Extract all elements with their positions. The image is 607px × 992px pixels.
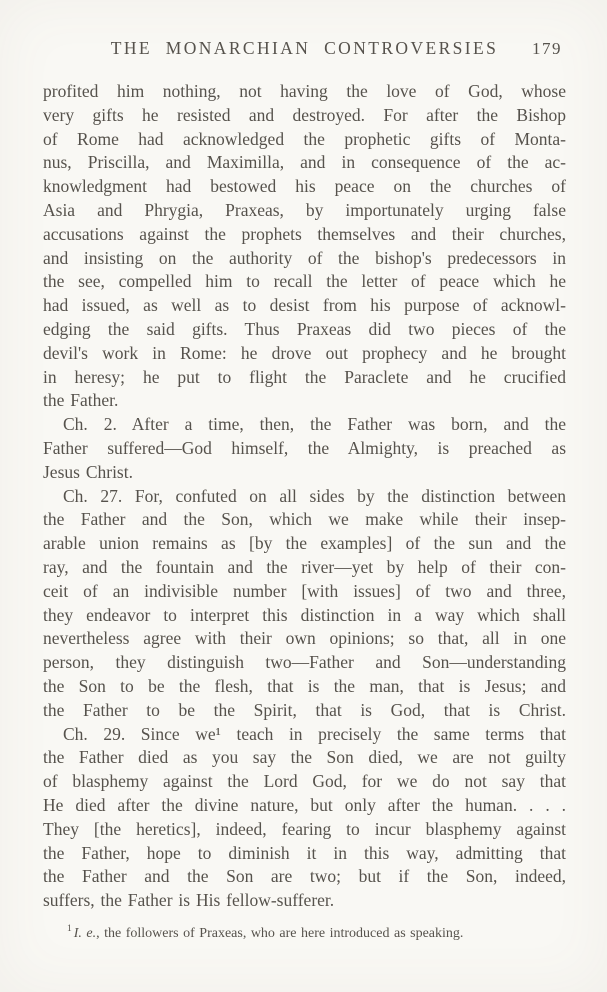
footnote-marker: 1: [67, 924, 72, 935]
text-line: nus, Priscilla, and Maximilla, and in consequence of the ac-: [43, 152, 566, 173]
text-line: Ch. 27. For, confuted on all sides by the distinction between: [63, 485, 566, 506]
footnote-line: [43, 925, 566, 943]
text-line: nevertheless agree with their own opinions; so that, all in one: [43, 628, 566, 649]
text-line: Ch. 29. Since we¹ teach in precisely the same terms that: [63, 723, 566, 744]
text-line: Father suffered—God himself, the Almighty, is preached as: [43, 437, 566, 458]
text-line: the Father to be the Spirit, that is God, that is Christ.: [43, 699, 566, 720]
text-line: ray, and the fountain and the river—yet by help of their con-: [43, 556, 566, 577]
text-line: of Rome had acknowledged the prophetic gifts of Monta-: [43, 128, 566, 149]
text-line: devil's work in Rome: he drove out prophecy and he brought: [43, 342, 566, 363]
text-line: the Father and the Son are two; but if the Son, indeed,: [43, 866, 566, 887]
text-line: suffers, the Father is His fellow-sufferer.: [43, 890, 335, 911]
text-line: Jesus Christ.: [43, 461, 133, 482]
running-head: [43, 38, 566, 64]
text-line: and insisting on the authority of the bishop's predecessors in: [43, 247, 566, 268]
text-line: He died after the divine nature, but only after the human. . . .: [43, 794, 566, 815]
text-line: knowledgment had bestowed his peace on the churches of: [43, 176, 566, 197]
text-line: very gifts he resisted and destroyed. For after the Bishop: [43, 104, 566, 125]
text-line: person, they distinguish two—Father and Son—understanding: [43, 652, 566, 673]
text-line: accusations against the prophets themselves and their churches,: [43, 223, 566, 244]
footnote: [43, 925, 566, 943]
page-number: 179: [532, 39, 562, 58]
text-line: arable union remains as [by the examples] of the sun and the: [43, 533, 566, 554]
text-line: the Father and the Son, which we make while their insep-: [43, 509, 566, 530]
text-line: in heresy; he put to flight the Paraclete and he crucified: [43, 366, 566, 387]
text-line: They [the heretics], indeed, fearing to incur blasphemy against: [43, 818, 566, 839]
page-title: THE MONARCHIAN CONTROVERSIES: [110, 38, 499, 58]
text-line: the Father.: [43, 390, 119, 411]
text-line: the see, compelled him to recall the letter of peace which he: [43, 271, 566, 292]
footnote-italic-lead: I. e.: [73, 926, 97, 941]
text-line: of blasphemy against the Lord God, for we do not say that: [43, 771, 566, 792]
text-line: profited him nothing, not having the love of God, whose: [43, 81, 566, 101]
text-line: Ch. 2. After a time, then, the Father was born, and the: [63, 414, 566, 435]
text-line: the Father died as you say the Son died, we are not guilty: [43, 747, 566, 768]
text-block: [43, 80, 566, 913]
text-line: edging the said gifts. Thus Praxeas did two pieces of the: [43, 318, 566, 339]
text-line: the Son to be the flesh, that is the man, that is Jesus; and: [43, 675, 566, 696]
text-line: ceit of an indivisible number [with issues] of two and three,: [43, 580, 566, 601]
text-line: had issued, as well as to desist from his purpose of acknowl-: [43, 295, 566, 316]
text-line: the Father, hope to diminish it in this way, admitting that: [43, 842, 566, 863]
text-line: they endeavor to interpret this distinction in a way which shall: [43, 604, 566, 625]
text-line: Asia and Phrygia, Praxeas, by importunately urging false: [43, 199, 566, 220]
footnote-text: , the followers of Praxeas, who are here introduced as speaking.: [96, 926, 464, 941]
